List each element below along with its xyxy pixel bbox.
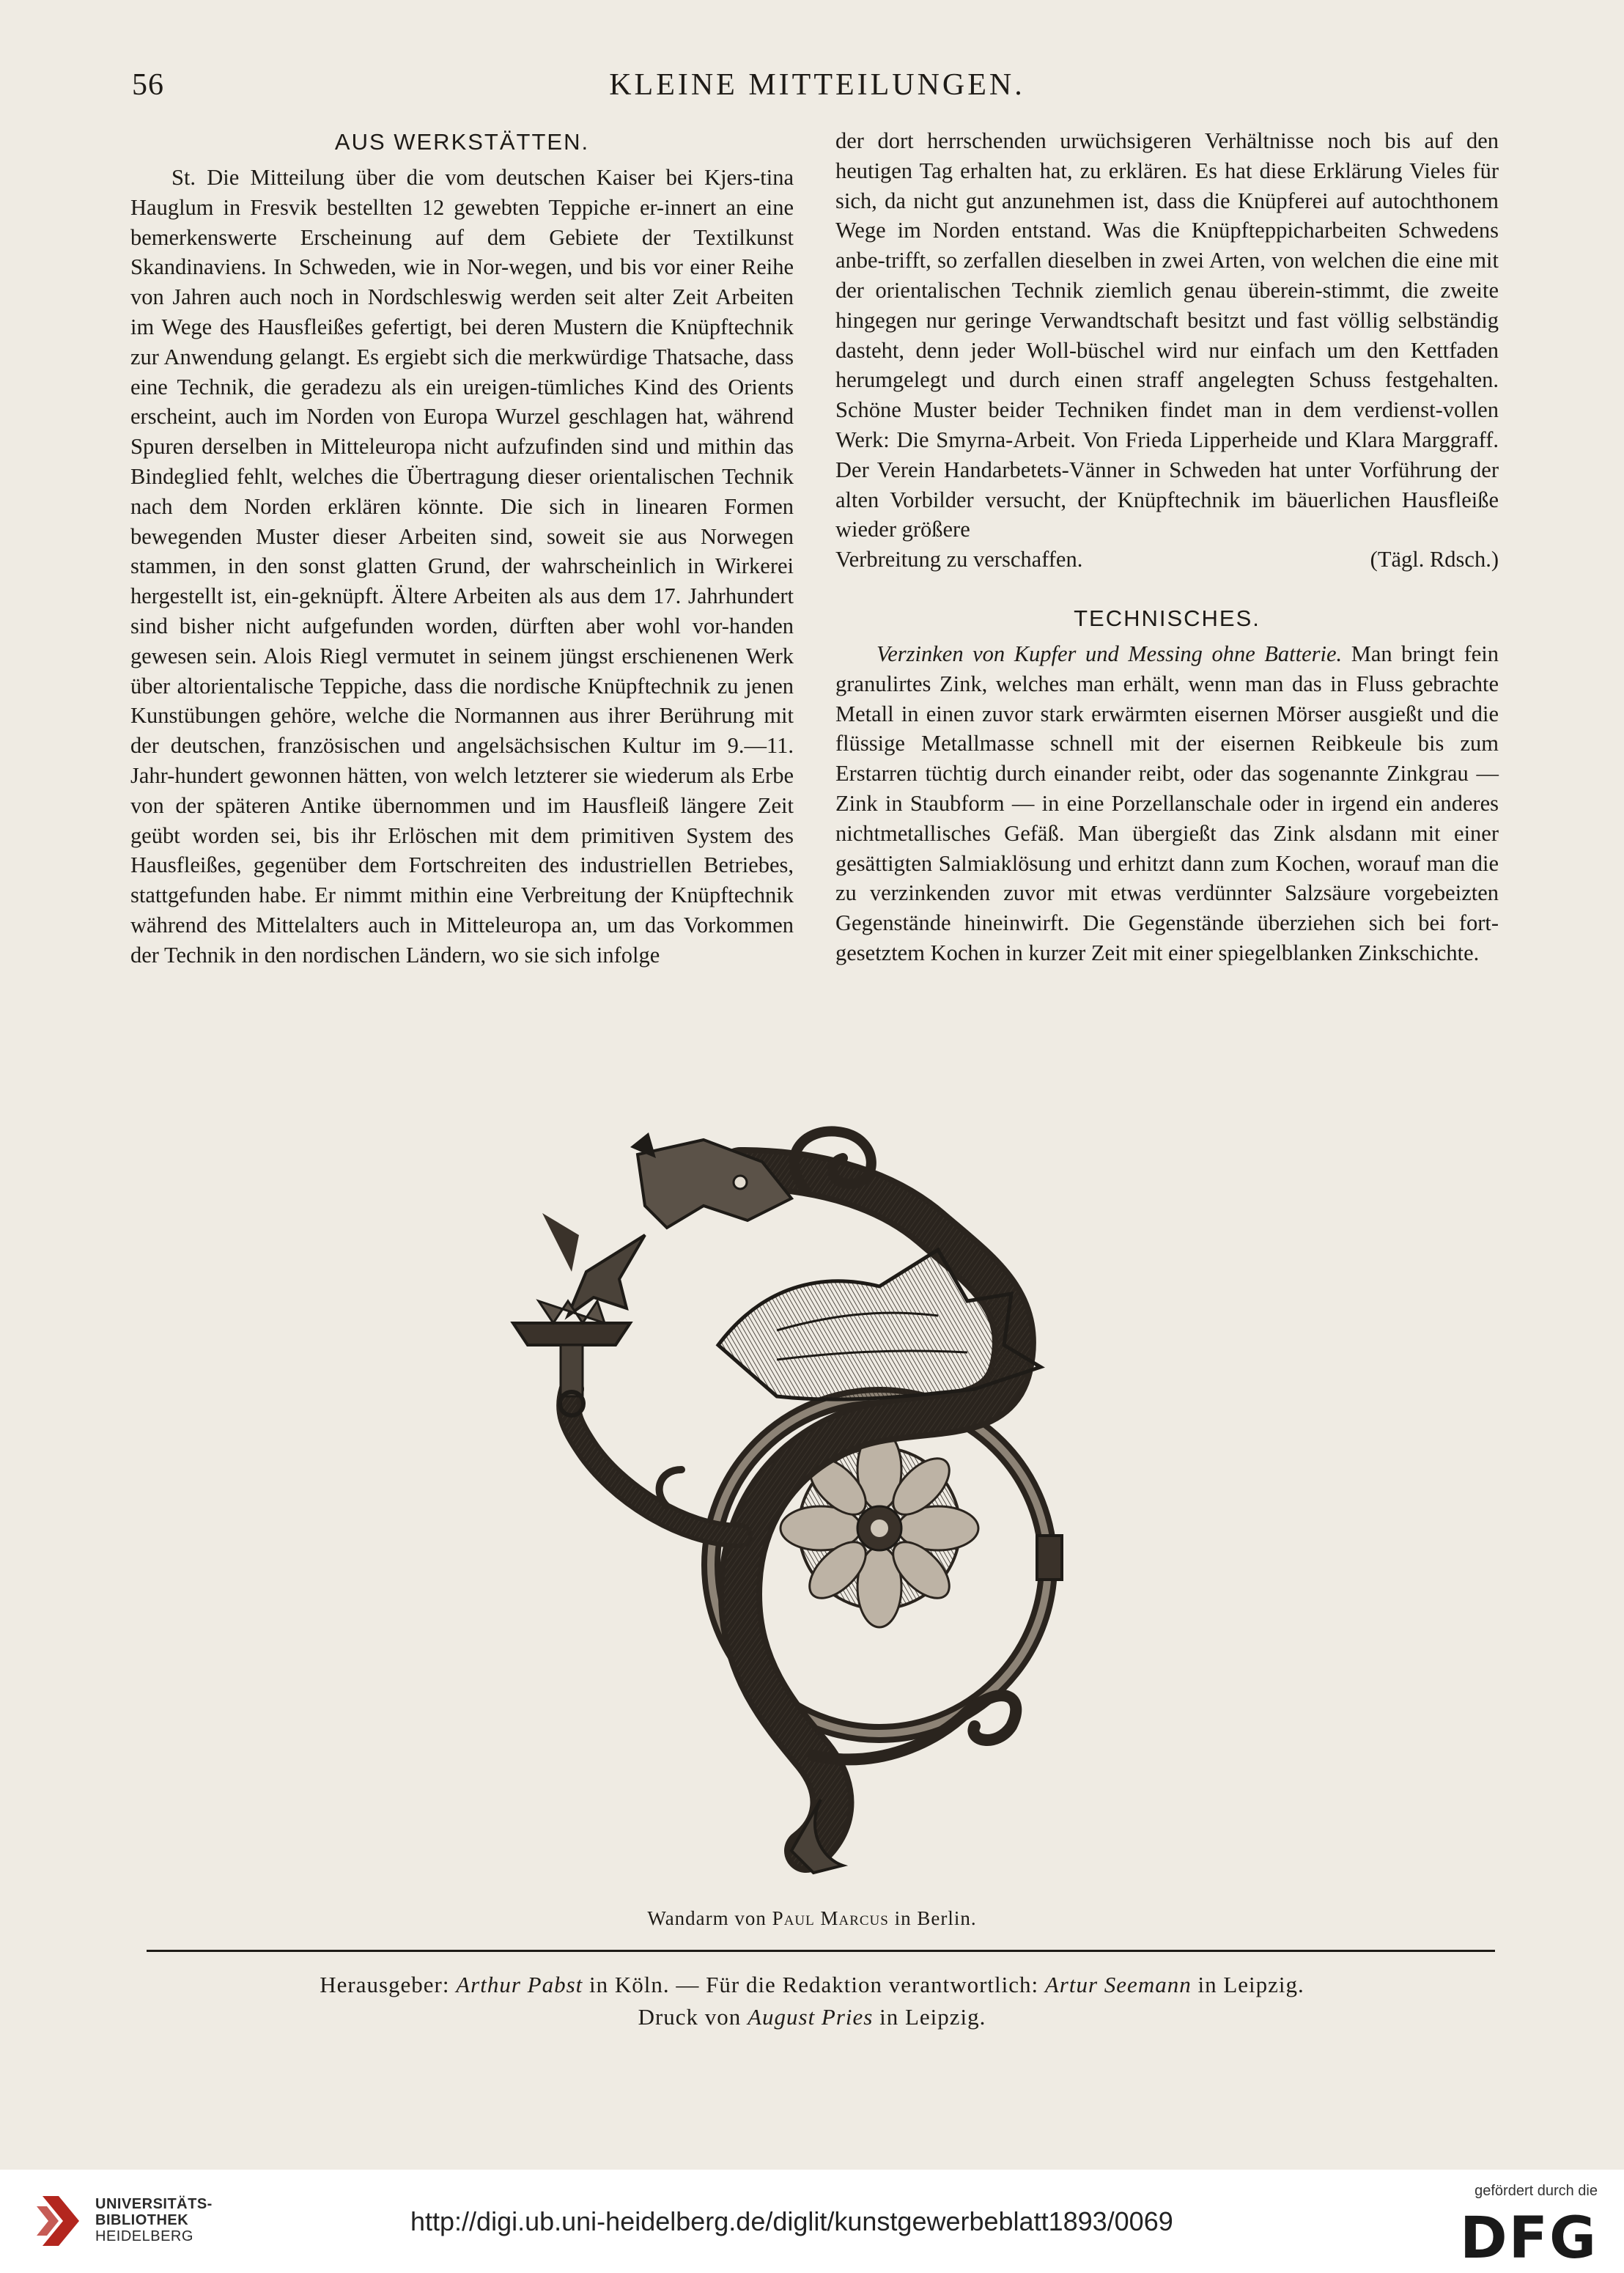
page-header <box>132 67 1502 119</box>
section-heading-werkstaetten: AUS WERKSTÄTTEN. <box>334 129 590 155</box>
library-name-line-2: BIBLIOTHEK <box>95 2212 189 2228</box>
permalink-url[interactable]: http://digi.ub.uni-heidelberg.de/diglit/kunstgewerbeblatt1893/0069 <box>410 2206 1173 2236</box>
article-werkstaetten-continuation: der dort herrschenden urwüchsigeren Verhältnisse noch bis auf den heutigen Tag erhalten hat, zu erklären. Es hat diese Erklärung Vieles für sich, da nicht gut anzunehmen ist, dass die Knüpferei auf autochthonem Wege im Norden entstand. Was die Knüpfteppicharbeiten Schwedens anbe-trifft, so zerfallen dieselben in zwei Arten, von welchen die eine mit der orientalischen Technik ziemlich genau überein-stimmt, die zweite hingegen nur geringe Verwandtschaft besitzt und fast völlig selbständig dasteht, denn jeder Woll-büschel wird nur einfach um den Kettfaden herumgelegt und durch einen straff angelegten Schuss festgehalten. Schöne Muster beider Techniken findet man in dem verdienst-vollen Werk: Die Smyrna-Arbeit. Von Frieda Lipperheide und Klara Marggraff. Der Verein Handarbetets-Vänner in Schweden hat unter Vorführung der alten Vorbilder versucht, der Knüpftechnik im bäuerlichen Hausfleiße wieder größere <box>835 128 1499 542</box>
running-title: KLEINE MITTEILUNGEN. <box>609 68 1025 102</box>
article-technisches-text <box>835 639 1499 968</box>
section-heading-technisches: TECHNISCHES. <box>1074 605 1261 631</box>
article-werkstaetten-text: St. Die Mitteilung über die vom deutschen Kaiser bei Kjers-tina Hauglum in Fresvik bestellten 12 gewebten Teppiche er-innert an eine bemerkenswerte Erscheinung auf dem Gebiete der Textilkunst Skandinaviens. In Schweden, wie in Nor-wegen, und bis vor einer Reihe von Jahren auch noch in Nordschleswig werden seit alter Zeit Arbeiten im Wege des Hausfleißes gefertigt, bei deren Mustern die Knüpftechnik zur Anwendung gelangt. Es ergiebt sich die merkwürdige Thatsache, dass eine Technik, die geradezu als ein ureigen-tümliches Kind des Orients erscheint, auch im Norden von Europa Wurzel geschlagen hat, während Spuren derselben in Mitteleuropa nicht aufzufinden sind und mithin das Bindeglied fehlt, welches die Übertragung dieser orientalischen Technik nach dem Norden erklären könnte. Die sich in linearen Formen bewegenden Muster dieser Arbeiten sind, soweit sie aus Norwegen stammen, in den sonst glatten Grund, der wahrscheinlich in Wirkerei hergestellt ist, ein-geknüpft. Ältere Arbeiten als aus dem 17. Jahrhundert sind bisher nicht aufgefunden worden, dürften aber wohl vor-handen gewesen sein. Alois Riegl vermutet in seinem jüngst erschienenen Werk über altorientalische Teppiche, dass die nordische Knüpftechnik zu jenen Kunstübungen gehöre, welche die Normannen aus ihrer Berührung mit der deutschen, französischen und angelsächsischen Kultur im 9.—11. Jahr-hundert gewonnen hätten, von welch letzterer sie wiederum als Erbe von der späteren Antike übernommen und im Hausfleiß längere Zeit geübt worden sei, bis ihr Erlöschen mit dem primitiven System des Hausfleißes, gegenüber dem Fortschreiten des industriellen Betriebes, stattgefunden habe. Er nimmt mithin eine Verbreitung der Knüpftechnik während des Mittelalters auch in Mitteleuropa an, um das Vorkommen der Technik in den nordischen Ländern, wo sie sich infolge <box>130 165 794 968</box>
wall-bracket-illustration <box>498 1125 1158 1880</box>
imprint-printer-label: Druck von <box>638 2004 742 2030</box>
imprint-editor-label: in Köln. — Für die Redaktion verantwortlich: <box>589 1972 1039 1997</box>
imprint-editor-city: in Leipzig. <box>1197 1972 1304 1997</box>
candle-arm <box>513 1301 740 1536</box>
funding-credit: gefördert durch die <box>1474 2183 1598 2199</box>
library-name-line-3: HEIDELBERG <box>95 2228 193 2244</box>
right-column <box>835 126 1499 968</box>
figure-caption <box>0 1907 1624 1930</box>
dfg-logo: DFG <box>1459 2206 1598 2272</box>
source-credit: (Tägl. Rdsch.) <box>1370 547 1499 572</box>
source-line <box>835 545 1499 575</box>
page-number: 56 <box>132 68 164 102</box>
caption-prefix: Wandarm von <box>647 1907 767 1929</box>
imprint <box>0 1969 1624 2033</box>
continuation-last-line: Verbreitung zu verschaffen. <box>835 547 1083 572</box>
imprint-printer-name: August Pries <box>748 2004 874 2030</box>
imprint-printer-city: in Leipzig. <box>879 2004 986 2030</box>
imprint-line-printer <box>0 2001 1624 2033</box>
dragon-wall-bracket-engraving <box>498 1125 1158 1880</box>
imprint-editor-name: Artur Seemann <box>1044 1972 1192 1997</box>
digitization-footer <box>0 2170 1624 2273</box>
university-library-logo-icon <box>37 2192 85 2250</box>
library-name-line-1: UNIVERSITÄTS- <box>95 2196 213 2212</box>
imprint-publisher-label: Herausgeber: <box>320 1972 450 1997</box>
dragon-head <box>542 1132 791 1316</box>
caption-maker: Paul Marcus <box>772 1907 889 1929</box>
imprint-line-publisher <box>0 1969 1624 2001</box>
imprint-divider <box>147 1950 1495 1952</box>
university-library-name <box>95 2196 213 2244</box>
left-column <box>130 126 794 970</box>
technical-title: Verzinken von Kupfer und Messing ohne Batterie. <box>876 641 1343 666</box>
section-spacer <box>835 575 1499 603</box>
caption-suffix: in Berlin. <box>894 1907 977 1929</box>
imprint-publisher-name: Arthur Pabst <box>456 1972 583 1997</box>
technical-body: Man bringt fein granulirtes Zink, welches man erhält, wenn man das in Fluss gebrachte Metall in einen zuvor stark erwärmten eisernen Mörser ausgießt und die flüssige Metallmasse schnell mit der eisernen Reibkeule bis zum Erstarren tüchtig durch einander reibt, oder das sogenannte Zinkgrau — Zink in Staubform — in eine Porzellanschale oder in irgend ein anderes nichtmetallisches Gefäß. Man übergießt das Zink alsdann mit einer gesättigten Salmiaklösung und erhitzt dann zum Kochen, worauf man die zu verzinkenden zuvor mit etwas verdünnter Salzsäure vorgebeizten Gegenstände hineinwirft. Die Gegenstände überziehen sich bei fort-gesetztem Kochen in kurzer Zeit mit einer spiegelblanken Zinkschichte. <box>835 641 1499 965</box>
